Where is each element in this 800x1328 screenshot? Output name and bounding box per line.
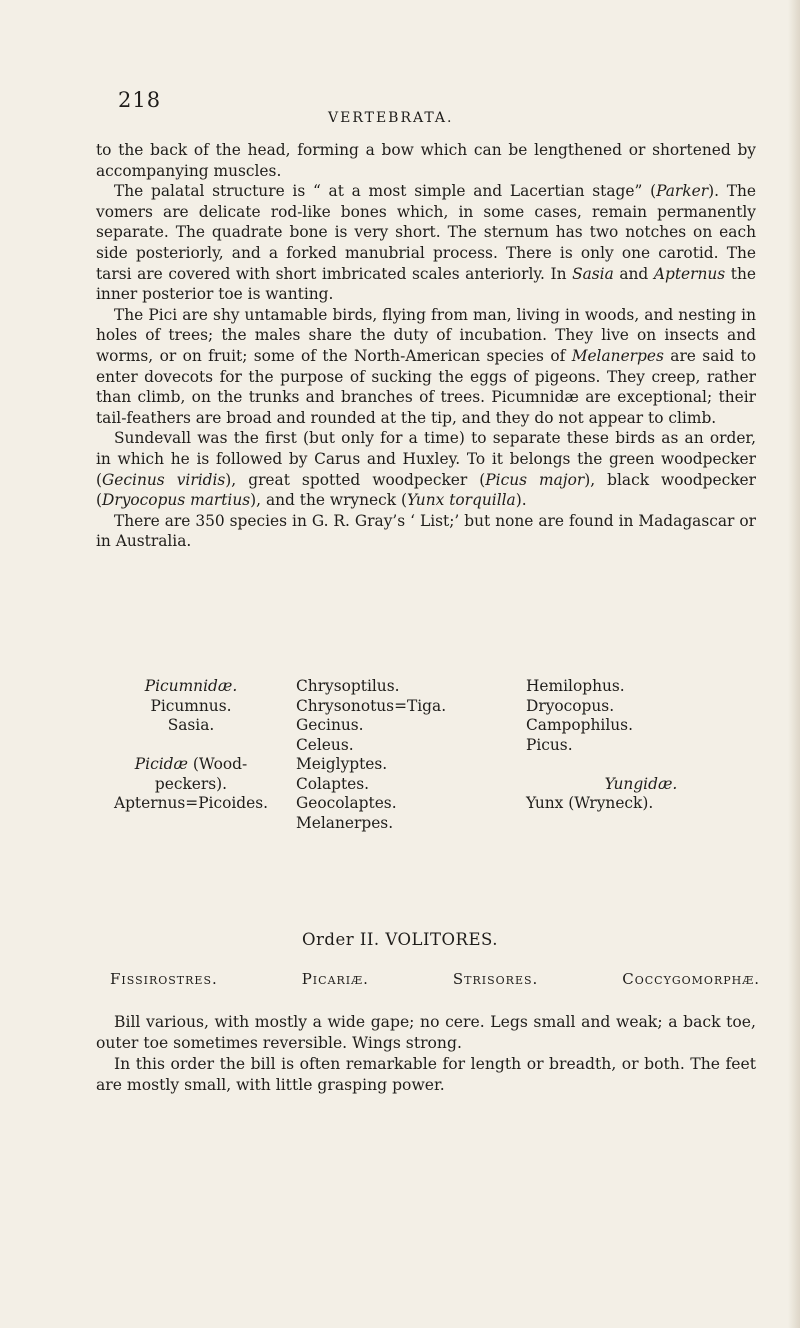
text-run: ). The vomers are delicate rod-like bones which, in some cases, remain permanently separate. The quadrate bone is very short. The sternum has two notches on each side posteriorly, and a forked manubrial process. There is only one carotid. The tarsi are covered with short imbricated scales anteriorly. In <box>96 182 757 283</box>
text-run: Sundevall was the first (but only for a time) to separate these birds as an order, in which he is followed by Carus and Huxley. To it belongs the green woodpecker ( <box>96 429 756 489</box>
italic-name: Dryocopus martius <box>102 491 251 510</box>
order-description <box>96 1012 756 1096</box>
suborder-name: Strisores. <box>452 970 539 988</box>
taxonomy-column-1 <box>96 677 286 814</box>
genus-name: Hemilophus. <box>526 677 625 695</box>
genus-name: Gecinus. <box>296 716 364 734</box>
text-run: The palatal structure is “ at a most simple and Lacertian stage” ( <box>114 182 657 201</box>
suborder-name: Fissirostres. <box>110 970 218 988</box>
genus-name: Geocolaptes. <box>296 794 397 812</box>
genus-name: Picus. <box>526 735 573 754</box>
italic-name: Parker <box>656 182 709 201</box>
suborder-name: Coccygomorphæ. <box>622 970 760 988</box>
paragraph <box>96 305 756 429</box>
suborder-name: Picariæ. <box>301 970 369 988</box>
paragraph <box>96 140 756 181</box>
text-run: ), and the wryneck ( <box>250 491 407 510</box>
genus-name: Melanerpes. <box>296 813 394 832</box>
order-heading: Order II. VOLITORES. <box>302 930 498 949</box>
italic-name: Sasia <box>572 264 614 283</box>
body-text <box>96 140 756 552</box>
text-run: ), black woodpecker ( <box>96 470 756 510</box>
page-edge <box>788 0 800 1328</box>
genus-name: Colaptes. <box>296 774 370 793</box>
paragraph <box>96 428 756 510</box>
paragraph <box>96 1012 756 1054</box>
suborder-list <box>110 970 760 988</box>
taxonomy-column-2 <box>296 677 516 833</box>
genus-name: Apternus=Picoides. <box>113 794 269 812</box>
text-run: and <box>613 264 654 283</box>
family-heading: Picidæ (Wood- <box>134 755 248 773</box>
text-run: to the back of the head, forming a bow which can be lengthened or shortened by accompanying muscles. <box>96 141 756 180</box>
text-run: the inner posterior toe is wanting. <box>96 264 756 304</box>
running-head: VERTEBRATA. <box>328 110 454 126</box>
text-run: Bill various, with mostly a wide gape; no cere. Legs small and weak; a back toe, outer toe sometimes reversible. Wings strong. <box>96 1013 756 1052</box>
family-heading: Picumnidæ. <box>144 677 238 695</box>
genus-name: Sasia. <box>167 716 215 734</box>
italic-name: Yunx torquilla <box>406 491 516 510</box>
genus-name: Celeus. <box>296 735 354 754</box>
italic-name: Gecinus viridis <box>102 470 226 489</box>
genus-name: Chrysonotus=Tiga. <box>296 696 447 715</box>
text-run: The Pici are shy untamable birds, flying from man, living in woods, and nesting in holes of trees; the males share the duty of incubation. They live on insects and worms, or on fruit; some of the North-American species of <box>96 305 756 365</box>
genus-name: Campophilus. <box>526 716 633 734</box>
text-run: In this order the bill is often remarkable for length or breadth, or both. The feet are mostly small, with little grasping power. <box>96 1055 756 1094</box>
genus-name: Chrysoptilus. <box>296 677 400 695</box>
text-run: ), great spotted woodpecker ( <box>225 470 486 489</box>
taxonomy-column-3 <box>526 677 756 814</box>
genus-name: peckers). <box>154 774 228 793</box>
text-run: ). <box>515 491 527 510</box>
family-heading: Yungidæ. <box>604 774 678 793</box>
text-run: are said to enter dovecots for the purpose of sucking the eggs of pigeons. They creep, rather than climb, on the trunks and branches of trees. Picumnidæ are exceptional; their tail-feathers are broad and rounded at the tip, and they do not appear to climb. <box>96 346 756 427</box>
taxonomy-table <box>96 677 756 903</box>
italic-name: Picus major <box>485 470 585 489</box>
spacer <box>526 755 756 775</box>
genus-name: Yunx (Wryneck). <box>526 794 654 812</box>
genus-name: Meiglyptes. <box>296 755 388 773</box>
page-number: 218 <box>118 88 162 112</box>
genus-name: Dryocopus. <box>526 696 615 715</box>
italic-name: Melanerpes <box>571 346 664 365</box>
paragraph <box>96 511 756 552</box>
spacer <box>96 736 286 756</box>
paragraph <box>96 1054 756 1096</box>
italic-name: Apternus <box>653 264 726 283</box>
paragraph <box>96 181 756 305</box>
text-run: There are 350 species in G. R. Gray’s ‘ List;’ but none are found in Madagascar or in Australia. <box>96 511 756 551</box>
genus-name: Picumnus. <box>150 696 232 715</box>
